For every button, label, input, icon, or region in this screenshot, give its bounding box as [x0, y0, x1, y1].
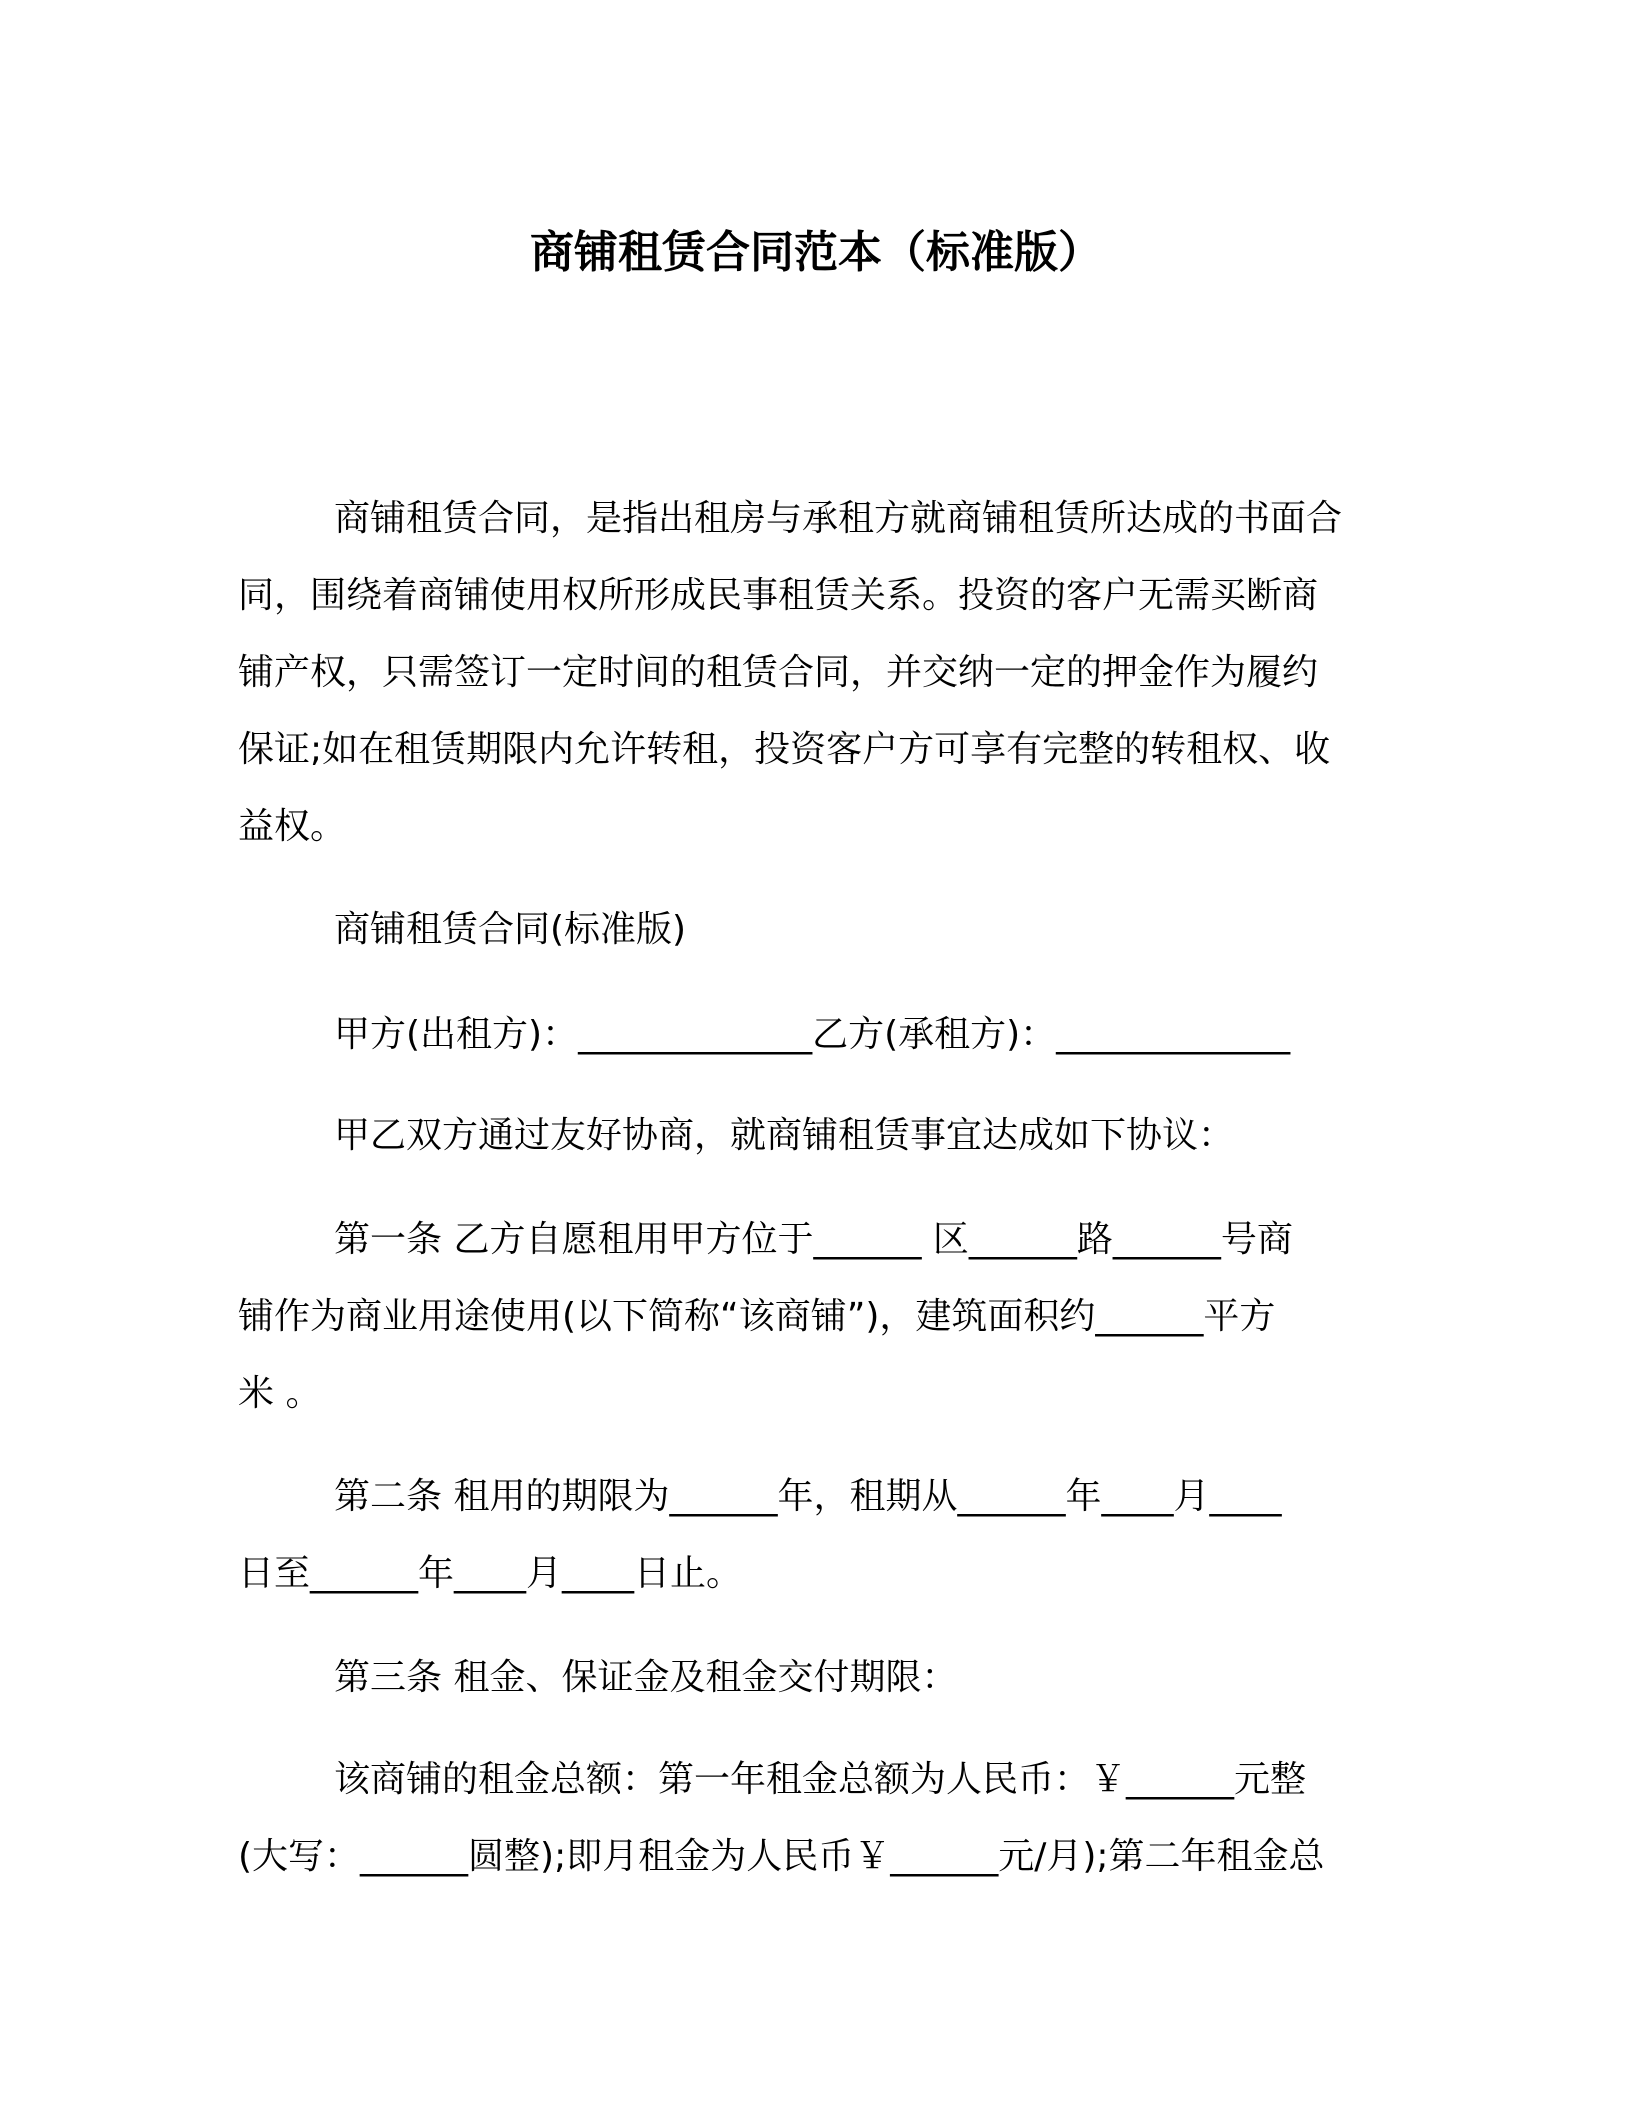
- article-2-line-2: 日至______年____月____日止。: [238, 1553, 743, 1594]
- article-1-line-2: 铺作为商业用途使用(以下简称“该商铺”)，建筑面积约______平方: [238, 1296, 1276, 1337]
- article-2-line-1: 第二条 租用的期限为______年，租期从______年____月____: [334, 1476, 1282, 1517]
- contract-subtitle: 商铺租赁合同(标准版): [334, 909, 687, 950]
- agreement-line: 甲乙双方通过友好协商，就商铺租赁事宜达成如下协议：: [334, 1115, 1235, 1156]
- intro-line-1: 商铺租赁合同，是指出租房与承租方就商铺租赁所达成的书面合: [334, 498, 1343, 539]
- article-3-heading: 第三条 租金、保证金及租金交付期限：: [334, 1657, 958, 1698]
- intro-line-3: 铺产权，只需签订一定时间的租赁合同，并交纳一定的押金作为履约: [238, 652, 1319, 693]
- article-1-line-3: 米 。: [238, 1373, 322, 1414]
- document-title: 商铺租赁合同范本（标准版）: [530, 227, 1102, 278]
- intro-line-5: 益权。: [238, 806, 347, 847]
- intro-line-4: 保证;如在租赁期限内允许转租，投资客户方可享有完整的转租权、收: [238, 729, 1331, 770]
- article-1-line-1: 第一条 乙方自愿租用甲方位于______ 区______路______号商: [334, 1219, 1293, 1260]
- intro-line-2: 同，围绕着商铺使用权所形成民事租赁关系。投资的客户无需买断商: [238, 575, 1319, 616]
- rent-line-2: (大写：______圆整);即月租金为人民币￥______元/月);第二年租金总: [238, 1836, 1325, 1877]
- rent-line-1: 该商铺的租金总额：第一年租金总额为人民币：￥______元整: [334, 1759, 1307, 1800]
- parties-line: 甲方(出租方)：_____________乙方(承租方)：_____________: [334, 1014, 1291, 1055]
